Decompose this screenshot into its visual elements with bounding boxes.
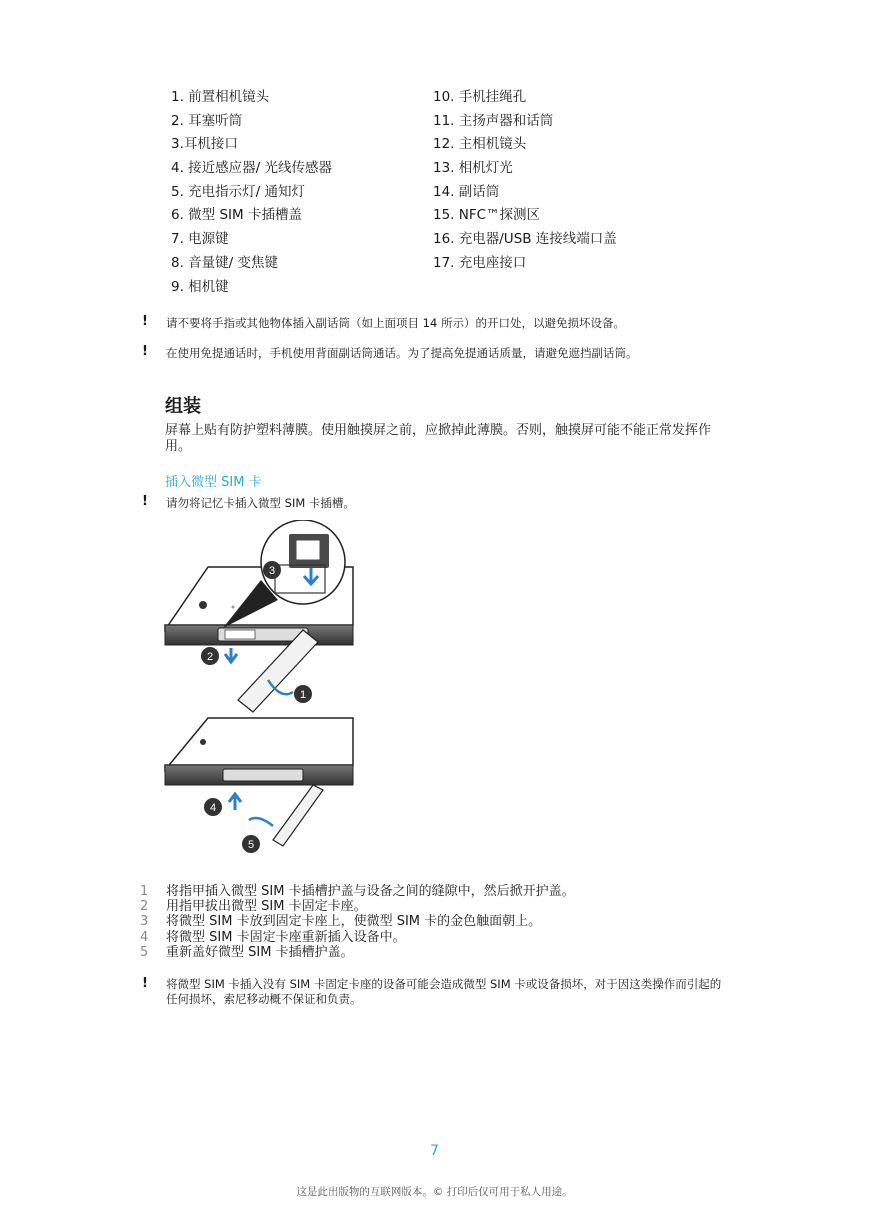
- part-item: 14. 副话筒: [433, 183, 500, 200]
- page-number: 7: [430, 1143, 439, 1159]
- part-item: 10. 手机挂绳孔: [433, 89, 527, 105]
- svg-text:5: 5: [247, 839, 255, 851]
- part-item: 17. 充电座接口: [433, 254, 527, 271]
- step-number: 3: [140, 914, 149, 930]
- part-item: 9. 相机键: [171, 278, 229, 295]
- subsection-heading: 插入微型 SIM 卡: [165, 475, 262, 490]
- warning-text: 将微型 SIM 卡插入没有 SIM 卡固定卡座的设备可能会造成微型 SIM 卡或设备损坏，对于因这类操作而引起的任何损坏，索尼移动概不保证和负责。: [166, 977, 722, 1006]
- part-item: 15. NFC™探测区: [433, 207, 541, 224]
- parts-list-right: [433, 86, 617, 276]
- footer-text: 这是此出版物的互联网版本。© 打印后仅可用于私人用途。: [296, 1186, 573, 1198]
- callout-1: [294, 685, 312, 703]
- part-item: 7. 电源键: [171, 231, 229, 248]
- part-item: 2. 耳塞听筒: [171, 112, 243, 129]
- warning-icon: !: [142, 494, 148, 509]
- section-heading: 组装: [165, 396, 201, 417]
- part-item: 1. 前置相机镜头: [171, 89, 270, 105]
- step-text: 用指甲拔出微型 SIM 卡固定卡座。: [166, 899, 367, 915]
- svg-text:4: 4: [209, 802, 217, 814]
- warning-icon: !: [142, 344, 148, 359]
- warning-icon: !: [142, 314, 148, 329]
- step-number: 4: [140, 929, 149, 945]
- callout-4: [204, 798, 222, 816]
- phone-lower: [165, 718, 353, 846]
- part-item: 8. 音量键/ 变焦键: [171, 254, 279, 271]
- warning-text: 在使用免提通话时，手机使用背面副话筒通话。为了提高免提通话质量，请避免遮挡副话筒。: [166, 346, 638, 360]
- part-item: 6. 微型 SIM 卡插槽盖: [171, 207, 302, 224]
- sim-insertion-illustration: [163, 520, 363, 860]
- callout-2: [201, 647, 219, 665]
- svg-text:2: 2: [206, 651, 214, 663]
- callout-3: [263, 561, 281, 579]
- parts-list-left: [171, 86, 332, 299]
- warning-text: 请不要将手指或其他物体插入副话筒（如上面项目 14 所示）的开口处，以避免损坏设备。: [166, 316, 625, 330]
- step-text: 重新盖好微型 SIM 卡插槽护盖。: [166, 944, 354, 960]
- warning-text: 请勿将记忆卡插入微型 SIM 卡插槽。: [166, 496, 355, 510]
- svg-text:3: 3: [268, 565, 276, 577]
- part-item: 11. 主扬声器和话筒: [433, 112, 554, 129]
- step-text: 将指甲插入微型 SIM 卡插槽护盖与设备之间的缝隙中，然后掀开护盖。: [166, 884, 575, 899]
- part-item: 12. 主相机镜头: [433, 136, 527, 153]
- step-text: 将微型 SIM 卡固定卡座重新插入设备中。: [166, 929, 406, 945]
- part-item: 5. 充电指示灯/ 通知灯: [171, 183, 306, 200]
- svg-text:1: 1: [299, 689, 307, 701]
- part-item: 4. 接近感应器/ 光线传感器: [171, 160, 333, 177]
- step-number: 2: [140, 899, 149, 915]
- step-number: 5: [140, 944, 149, 960]
- section-intro: 屏幕上贴有防护塑料薄膜。使用触摸屏之前，应掀掉此薄膜。否则，触摸屏可能不能正常发挥作用。: [165, 423, 712, 454]
- step-number: 1: [140, 884, 149, 899]
- part-item: 3.耳机接口: [171, 136, 238, 153]
- warning-icon: !: [142, 976, 148, 991]
- step-text: 将微型 SIM 卡放到固定卡座上，使微型 SIM 卡的金色触面朝上。: [166, 914, 542, 930]
- part-item: 13. 相机灯光: [433, 160, 513, 177]
- callout-5: [242, 835, 260, 853]
- part-item: 16. 充电器/USB 连接线端口盖: [433, 231, 617, 248]
